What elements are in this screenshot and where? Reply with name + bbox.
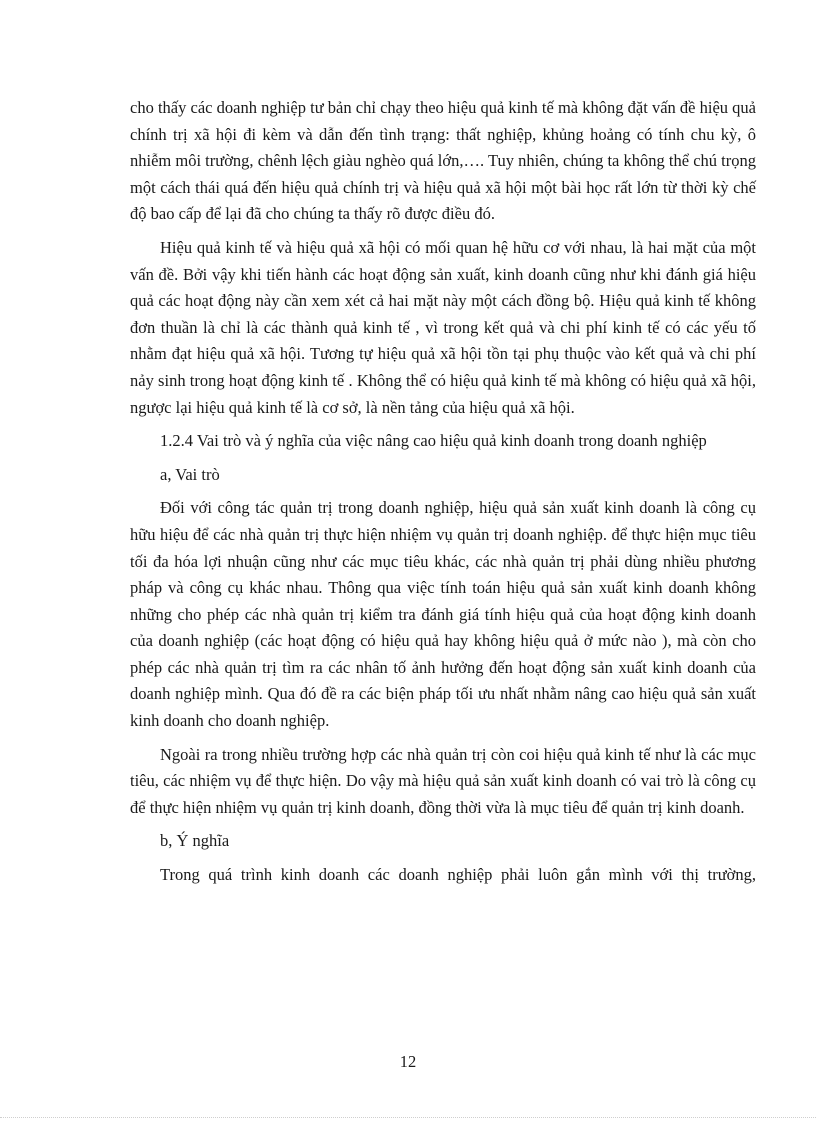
section-heading: 1.2.4 Vai trò và ý nghĩa của việc nâng cao hiệu quả kinh doanh trong doanh nghiệp xyxy=(160,431,707,451)
paragraph-meaning: Trong quá trình kinh doanh các doanh nghiệp phải luôn gắn mình với thị trường, xyxy=(160,865,756,885)
subheading-role: a, Vai trò xyxy=(160,464,220,484)
paragraph-relationship: Hiệu quả kinh tế và hiệu quả xã hội có mối quan hệ hữu cơ với nhau, là hai mặt của một vấn đề. Bởi vậy khi tiến hành các hoạt động sản xuất, kinh doanh cũng như khi đánh giá hiệu quả các hoạt động này cần xem xét cả hai mặt này một cách đồng bộ. Hiệu quả kinh tế không đơn thuần là chỉ là các thành quả kinh tế , vì trong kết quả và chi phí kinh tế có các yếu tố nhằm đạt hiệu quả xã hội. Tương tự hiệu quả xã hội tồn tại phụ thuộc vào kết quả và chi phí nảy sinh trong hoạt động kinh tế . Không thể có hiệu quả kinh tế mà không có hiệu quả xã hội, ngược lại hiệu quả kinh tế là cơ sở, là nền tảng của hiệu quả xã hội. xyxy=(130,237,756,417)
subheading-meaning: b, Ý nghĩa xyxy=(160,831,230,851)
paragraph-role: Đối với công tác quản trị trong doanh nghiệp, hiệu quả sản xuất kinh doanh là công cụ hữu hiệu để các nhà quản trị thực hiện nhiệm vụ quản trị doanh nghiệp. để thực hiện mục tiêu tối đa hóa lợi nhuận cũng như các mục tiêu khác, các nhà quản trị phải dùng nhiều phương pháp và công cụ khác nhau. Thông qua việc tính toán hiệu quả sản xuất kinh doanh không những cho phép các nhà quản trị kiểm tra đánh giá tính hiệu quả của hoạt động kinh doanh của doanh nghiệp (các hoạt động có hiệu quả hay không hiệu quả ở mức nào ), mà còn cho phép các nhà quản trị tìm ra các nhân tố ảnh hưởng đến hoạt động sản xuất kinh doanh của doanh nghiệp mình. Qua đó đề ra các biện pháp tối ưu nhất nhằm nâng cao hiệu quả sản xuất kinh doanh cho doanh nghiệp. xyxy=(130,498,756,731)
page-number: 12 xyxy=(399,1052,417,1071)
paragraph-goal: Ngoài ra trong nhiều trường hợp các nhà quản trị còn coi hiệu quả kinh tế như là các mục tiêu, các nhiệm vụ để thực hiện. Do vậy mà hiệu quả sản xuất kinh doanh có vai trò là công cụ để thực hiện nhiệm vụ quản trị kinh doanh, đồng thời vừa là mục tiêu để quản trị kinh doanh. xyxy=(130,744,756,817)
paragraph-continuation: cho thấy các doanh nghiệp tư bản chỉ chạy theo hiệu quả kinh tế mà không đặt vấn đề hiệu quả chính trị xã hội đi kèm và dẫn đến tình trạng: thất nghiệp, khủng hoảng có tính chu kỳ, ô nhiễm môi trường, chênh lệch giàu nghèo quá lớn,…. Tuy nhiên, chúng ta không thể chú trọng một cách thái quá đến hiệu quả chính trị và hiệu quả xã hội một bài học rất lớn từ thời kỳ chế độ bao cấp để lại đã cho chúng ta thấy rõ được điều đó. xyxy=(130,98,756,224)
page-bottom-edge xyxy=(0,1117,816,1118)
page-body xyxy=(130,95,756,896)
